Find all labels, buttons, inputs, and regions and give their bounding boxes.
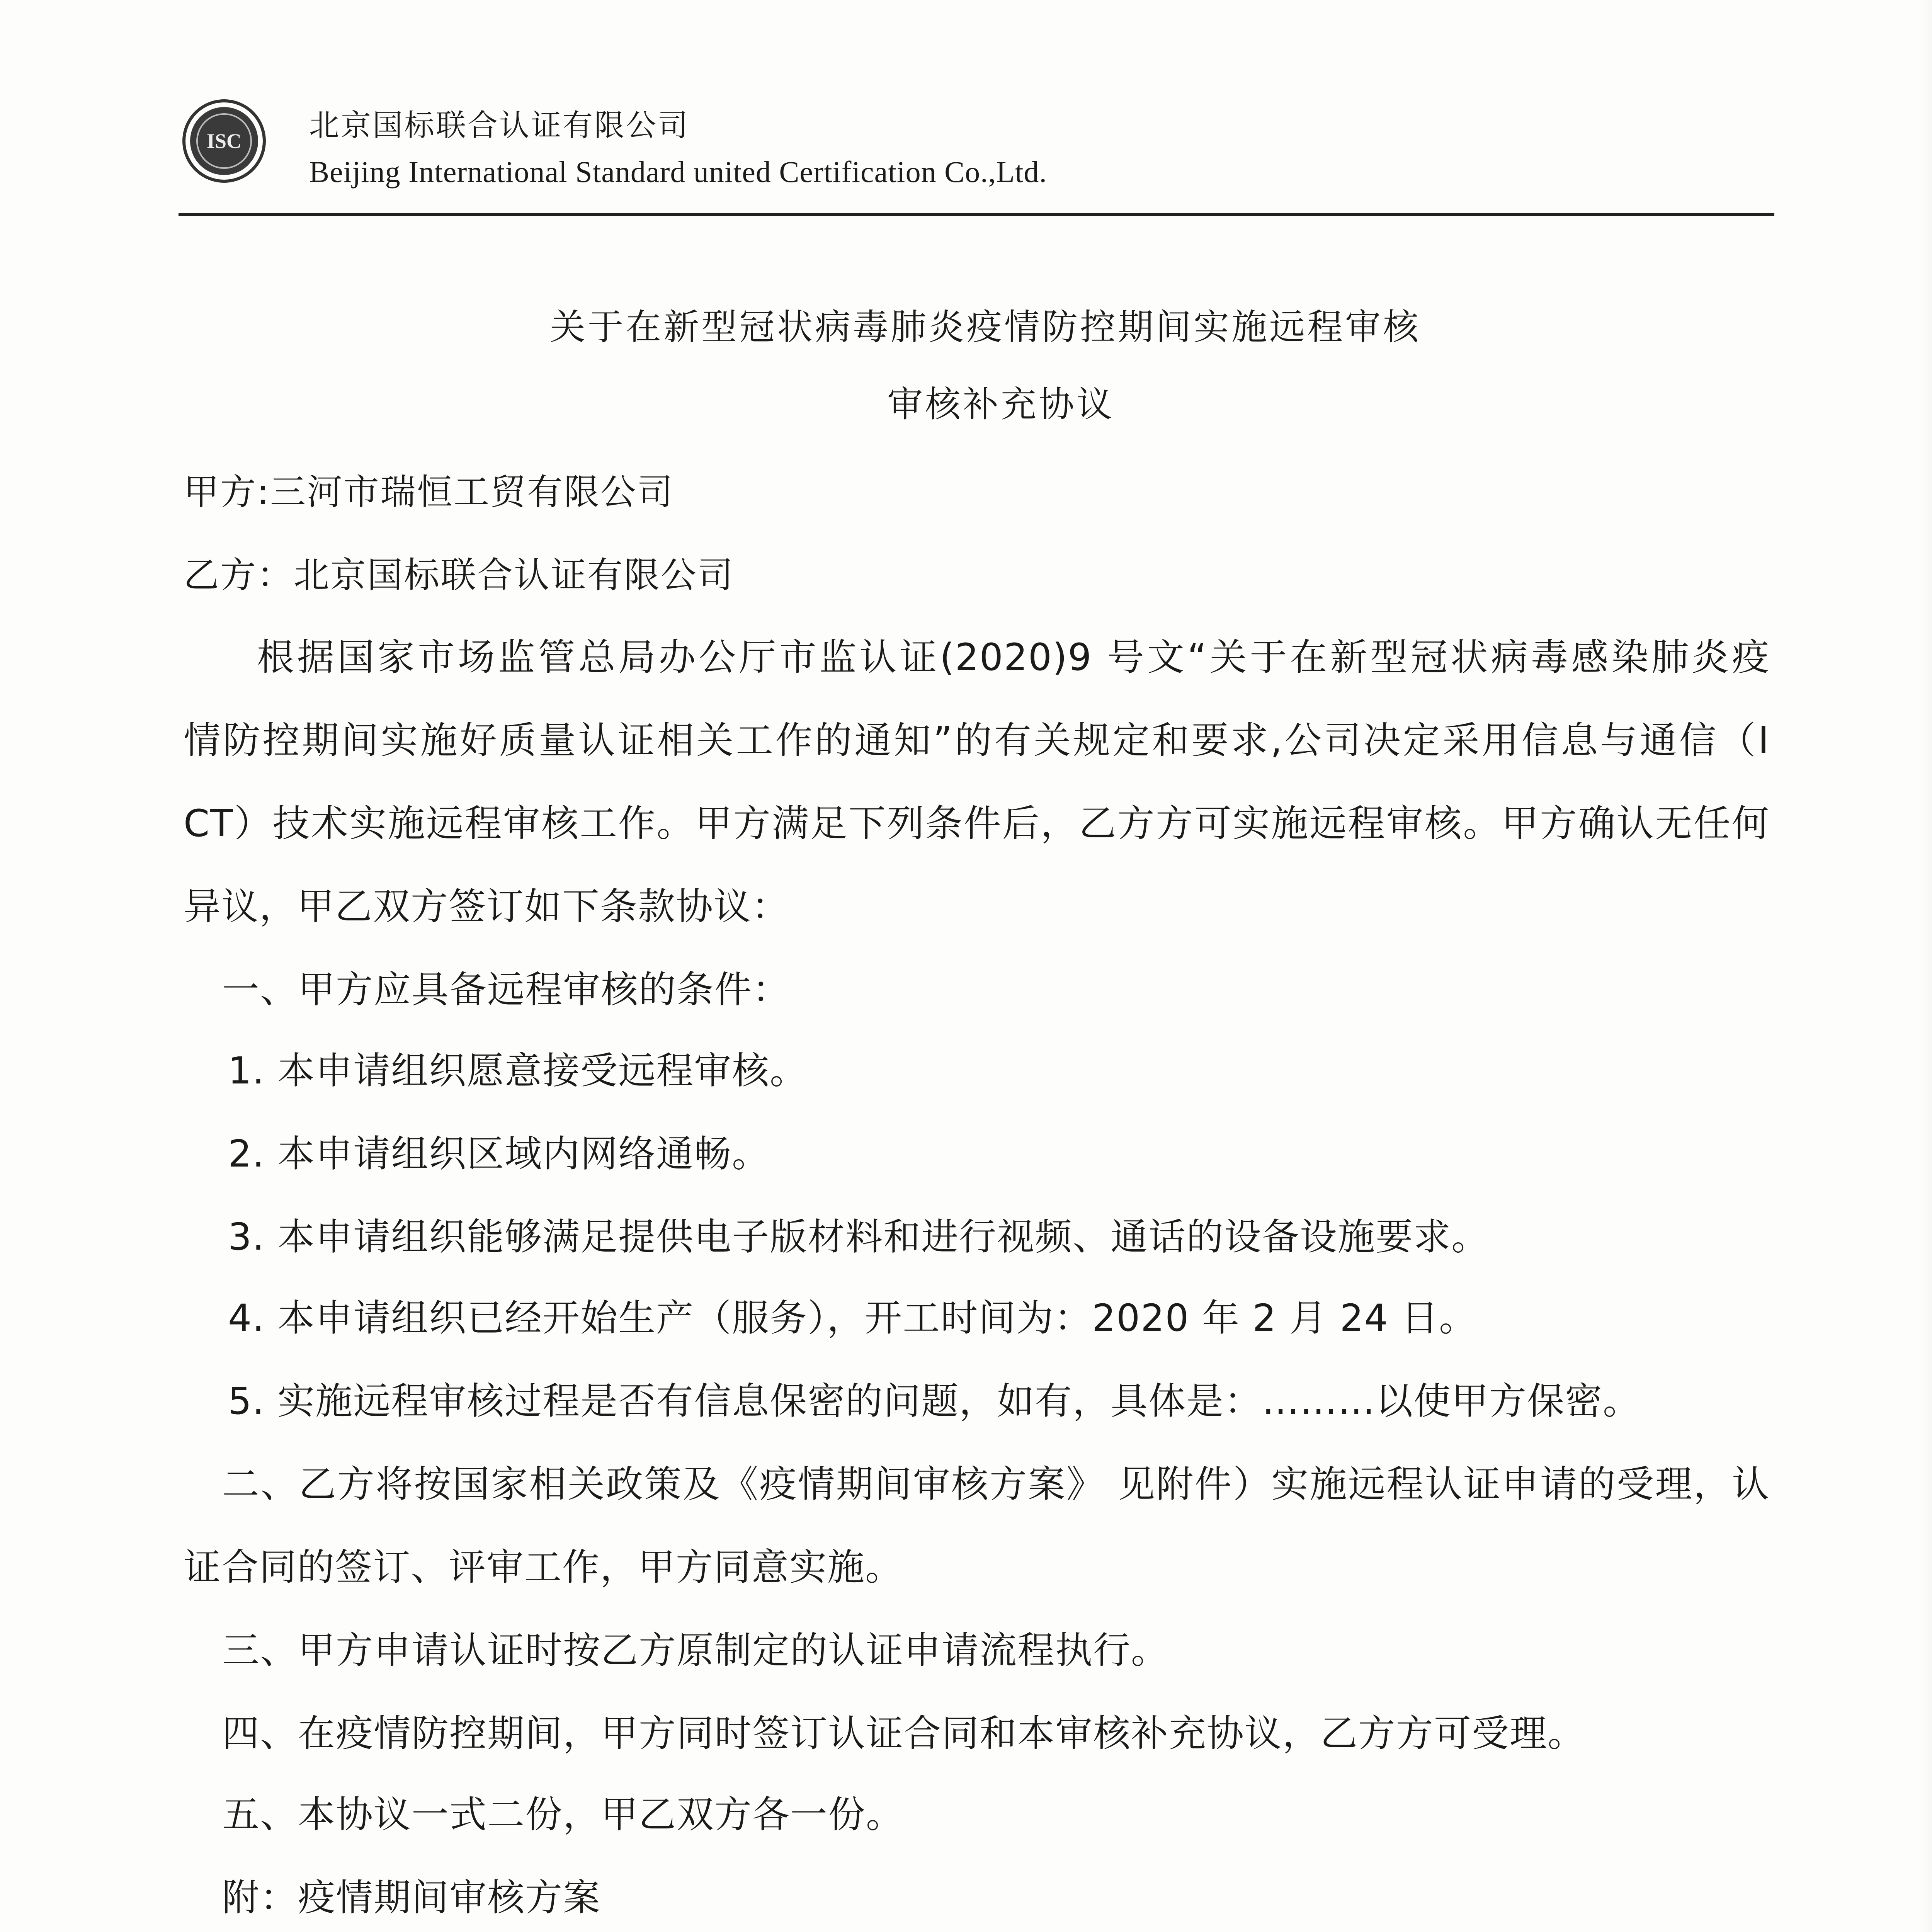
intro-line-2: 情防控期间实施好质量认证相关工作的通知”的有关规定和要求,公司决定采用信息与通信（I	[184, 719, 1770, 762]
page-edge-shadow	[1920, 0, 1932, 1932]
intro-line-4: 异议，甲乙双方签订如下条款协议：	[184, 885, 789, 928]
attachment-line: 附：疫情期间审核方案	[222, 1876, 601, 1919]
logo-text: ISC	[206, 129, 242, 153]
document-title-line2: 审核补充协议	[887, 384, 1114, 425]
section2-line-2: 证合同的签订、评审工作，甲方同意实施。	[184, 1546, 903, 1589]
letterhead-company-en: Beijing International Standard united Certification Co.,Ltd.	[309, 155, 1047, 189]
document-title-line1: 关于在新型冠状病毒肺炎疫情防控期间实施远程审核	[549, 306, 1421, 348]
letterhead-company-cn: 北京国标联合认证有限公司	[309, 108, 690, 143]
condition-5: 5. 实施远程审核过程是否有信息保密的问题，如有，具体是：………以使甲方保密。	[228, 1379, 1641, 1423]
section4: 四、在疫情防控期间，甲方同时签订认证合同和本审核补充协议，乙方方可受理。	[222, 1712, 1585, 1755]
condition-1: 1. 本申请组织愿意接受远程审核。	[228, 1049, 808, 1092]
section1-heading: 一、甲方应具备远程审核的条件：	[222, 968, 790, 1011]
intro-line-1: 根据国家市场监管总局办公厅市监认证(2020)9 号文“关于在新型冠状病毒感染肺炎疫	[257, 636, 1770, 679]
section3: 三、甲方申请认证时按乙方原制定的认证申请流程执行。	[222, 1629, 1169, 1672]
section2-line-1: 二、乙方将按国家相关政策及《疫情期间审核方案》 见附件）实施远程认证申请的受理，认	[222, 1463, 1770, 1506]
party-a-line: 甲方:三河市瑞恒工贸有限公司	[184, 471, 674, 513]
isc-logo	[182, 99, 267, 184]
section5: 五、本协议一式二份，甲乙双方各一份。	[222, 1793, 904, 1836]
intro-line-3: CT）技术实施远程审核工作。甲方满足下列条件后，乙方方可实施远程审核。甲方确认无任何	[184, 802, 1770, 845]
letterhead-rule	[179, 213, 1774, 216]
condition-4: 4. 本申请组织已经开始生产（服务），开工时间为：2020 年 2 月 24 日。	[228, 1296, 1477, 1340]
party-b-line: 乙方：北京国标联合认证有限公司	[184, 554, 735, 596]
condition-2: 2. 本申请组织区域内网络通畅。	[228, 1132, 770, 1175]
condition-3: 3. 本申请组织能够满足提供电子版材料和进行视频、通话的设备设施要求。	[228, 1215, 1490, 1259]
